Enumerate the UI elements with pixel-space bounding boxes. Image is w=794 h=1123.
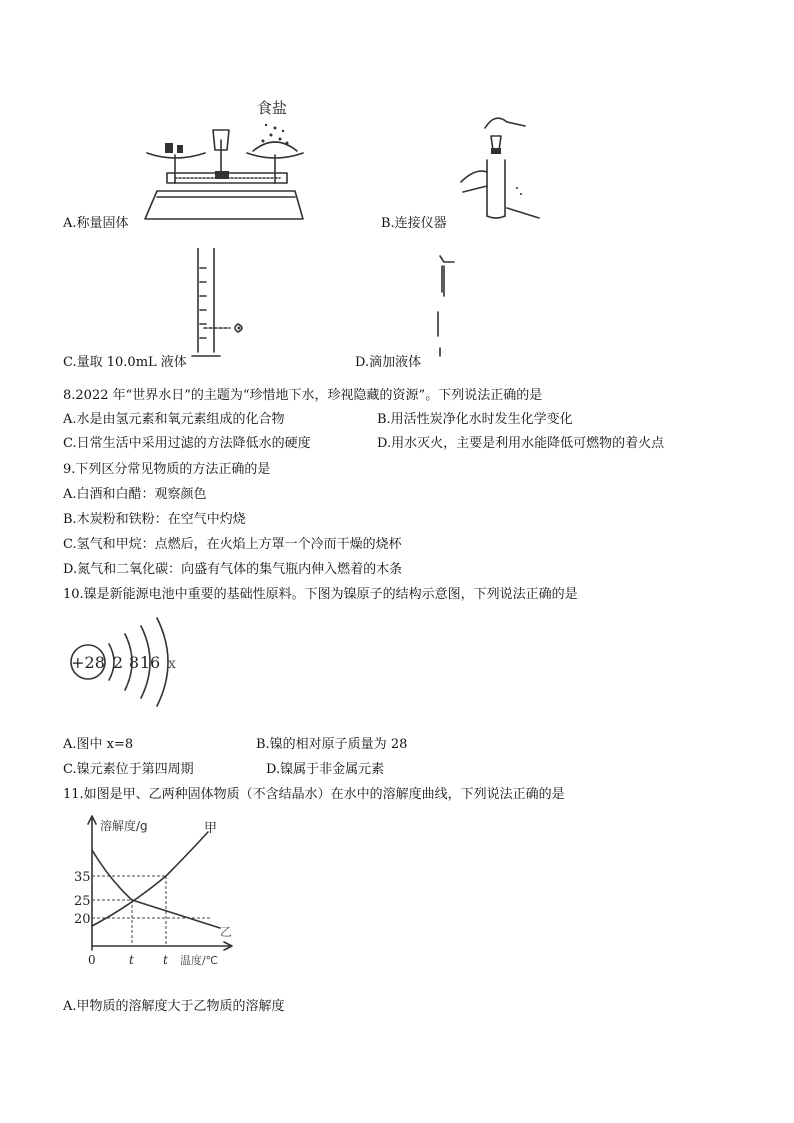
- q9-option-c: C.氢气和甲烷：点燃后，在火焰上方罩一个冷而干燥的烧杯: [63, 537, 402, 552]
- shell-3-electrons: 16: [139, 653, 161, 672]
- dropper-figure: [428, 252, 468, 362]
- q10-stem: 10.镍是新能源电池中重要的基础性原料。下图为镍原子的结构示意图，下列说法正确的是: [63, 587, 578, 602]
- x-axis-label: 温度/℃: [180, 954, 219, 967]
- x-tick-t1: t: [129, 953, 134, 967]
- measuring-cylinder-figure: [190, 248, 265, 363]
- q10-option-d: D.镍属于非金属元素: [266, 762, 385, 777]
- q8-option-c: C.日常生活中采用过滤的方法降低水的硬度: [63, 436, 311, 451]
- q10-option-b: B.镍的相对原子质量为 28: [256, 737, 408, 752]
- x-tick-t2: t: [163, 953, 168, 967]
- q8-option-a: A.水是由氢元素和氧元素组成的化合物: [63, 412, 285, 427]
- y-tick-25: 25: [74, 894, 91, 909]
- q7-option-c: C.量取 10.0mL 液体: [63, 355, 187, 370]
- shell-2-electrons: 8: [128, 653, 140, 672]
- nucleus-charge: +28: [71, 653, 105, 672]
- nickel-atom-diagram: [65, 612, 195, 712]
- curve-b-label: 乙: [220, 925, 233, 939]
- y-tick-35: 35: [74, 870, 91, 885]
- q11-stem: 11.如图是甲、乙两种固体物质（不含结晶水）在水中的溶解度曲线，下列说法正确的是: [63, 787, 565, 802]
- shell-4-electrons: x: [168, 656, 176, 672]
- x-tick-0: 0: [88, 953, 96, 967]
- salt-label: 食盐: [257, 99, 288, 117]
- shell-1-electrons: 2: [112, 653, 124, 672]
- q10-option-a: A.图中 x=8: [63, 737, 134, 752]
- q9-option-b: B.木炭粉和铁粉：在空气中灼烧: [63, 512, 246, 527]
- q7-option-a: A.称量固体: [63, 216, 129, 231]
- balance-figure: [135, 95, 310, 225]
- q9-stem: 9.下列区分常见物质的方法正确的是: [63, 462, 271, 477]
- solubility-chart: [70, 810, 245, 970]
- q7-option-d: D.滴加液体: [355, 355, 422, 370]
- q8-option-b: B.用活性炭净化水时发生化学变化: [377, 412, 573, 427]
- q10-option-c: C.镍元素位于第四周期: [63, 762, 194, 777]
- q9-option-a: A.白酒和白醋：观察颜色: [63, 487, 207, 502]
- q7-option-b: B.连接仪器: [381, 216, 447, 231]
- y-tick-20: 20: [74, 912, 91, 927]
- y-axis-label: 溶解度/g: [100, 819, 148, 833]
- curve-a-label: 甲: [204, 821, 218, 836]
- q8-option-d: D.用水灭火，主要是利用水能降低可燃物的着火点: [377, 436, 665, 451]
- q11-option-a: A.甲物质的溶解度大于乙物质的溶解度: [63, 999, 285, 1014]
- q8-stem: 8.2022 年“世界水日”的主题为“珍惜地下水，珍视隐藏的资源”。下列说法正确的是: [63, 388, 543, 403]
- q9-option-d: D.氮气和二氧化碳：向盛有气体的集气瓶内伸入燃着的木条: [63, 562, 403, 577]
- connect-apparatus-figure: [455, 108, 545, 220]
